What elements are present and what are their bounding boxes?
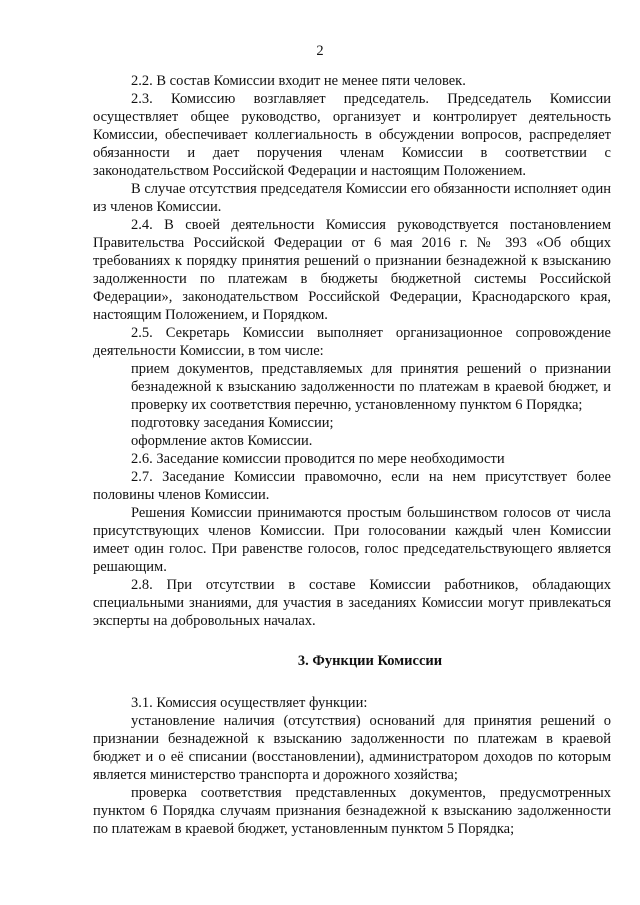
paragraph-2-4: 2.4. В своей деятельности Комиссия руководствуется постановлением Правительства Российской Федерации от 6 мая 2016 г. № 393 «Об общих требованиях к порядку принятия решений о признании безнадежной к взысканию задолженности по платежам в бюджеты бюджетной системы Российской Федерации», законодательством Российской Федерации, Краснодарского края, настоящим Положением, и Порядком. xyxy=(93,217,611,323)
paragraph-2-5-item-preparation: подготовку заседания Комиссии; xyxy=(131,415,334,431)
paragraph-3-1-verification: проверка соответствия представленных документов, предусмотренных пунктом 6 Порядка случаям признания безнадежной к взысканию задолженности по платежам в краевой бюджет, установленным пунктом 5 Порядка; xyxy=(93,785,611,837)
paragraph-2-5-item-reception: прием документов, представляемых для принятия решений о признании безнадежной к взысканию задолженности по платежам в краевой бюджет, и проверку их соответствия перечню, установленному пунктом 6 Порядка; xyxy=(131,361,611,413)
paragraph-2-5-item-acts: оформление актов Комиссии. xyxy=(131,433,313,449)
page-number: 2 xyxy=(316,43,324,59)
section-heading-functions: 3. Функции Комиссии xyxy=(297,653,443,669)
document-body xyxy=(93,72,611,838)
paragraph-2-8: 2.8. При отсутствии в составе Комиссии работников, обладающих специальными знаниями, для участия в заседаниях Комиссии могут привлекаться эксперты на добровольных началах. xyxy=(93,577,611,629)
paragraph-3-1-establishment: установление наличия (отсутствия) оснований для принятия решений о признании безнадежной к взысканию задолженности по платежам в краевой бюджет и о её списании (восстановлении), администратором доходов по которым является министерство транспорта и дорожного хозяйства; xyxy=(93,713,611,783)
paragraph-2-3: 2.3. Комиссию возглавляет председатель. Председатель Комиссии осуществляет общее руководство, организует и контролирует деятельность Комиссии, обеспечивает коллегиальность в обсуждении вопросов, распределяет обязанности и дает поручения членам Комиссии в соответствии с законодательством Российской Федерации и настоящим Положением. xyxy=(93,91,611,179)
paragraph-2-2: 2.2. В состав Комиссии входит не менее пяти человек. xyxy=(131,73,466,89)
paragraph-2-3-absence: В случае отсутствия председателя Комиссии его обязанности исполняет один из членов Комиссии. xyxy=(93,181,611,215)
paragraph-2-7-decisions: Решения Комиссии принимаются простым большинством голосов от числа присутствующих членов Комиссии. При голосовании каждый член Комиссии имеет один голос. При равенстве голосов, голос председательствующего является решающим. xyxy=(93,505,611,575)
paragraph-2-6: 2.6. Заседание комиссии проводится по мере необходимости xyxy=(131,451,505,467)
paragraph-3-1: 3.1. Комиссия осуществляет функции: xyxy=(131,695,368,711)
paragraph-2-7: 2.7. Заседание Комиссии правомочно, если на нем присутствует более половины членов Комиссии. xyxy=(93,469,611,503)
paragraph-2-5: 2.5. Секретарь Комиссии выполняет организационное сопровождение деятельности Комиссии, в том числе: xyxy=(93,325,611,359)
